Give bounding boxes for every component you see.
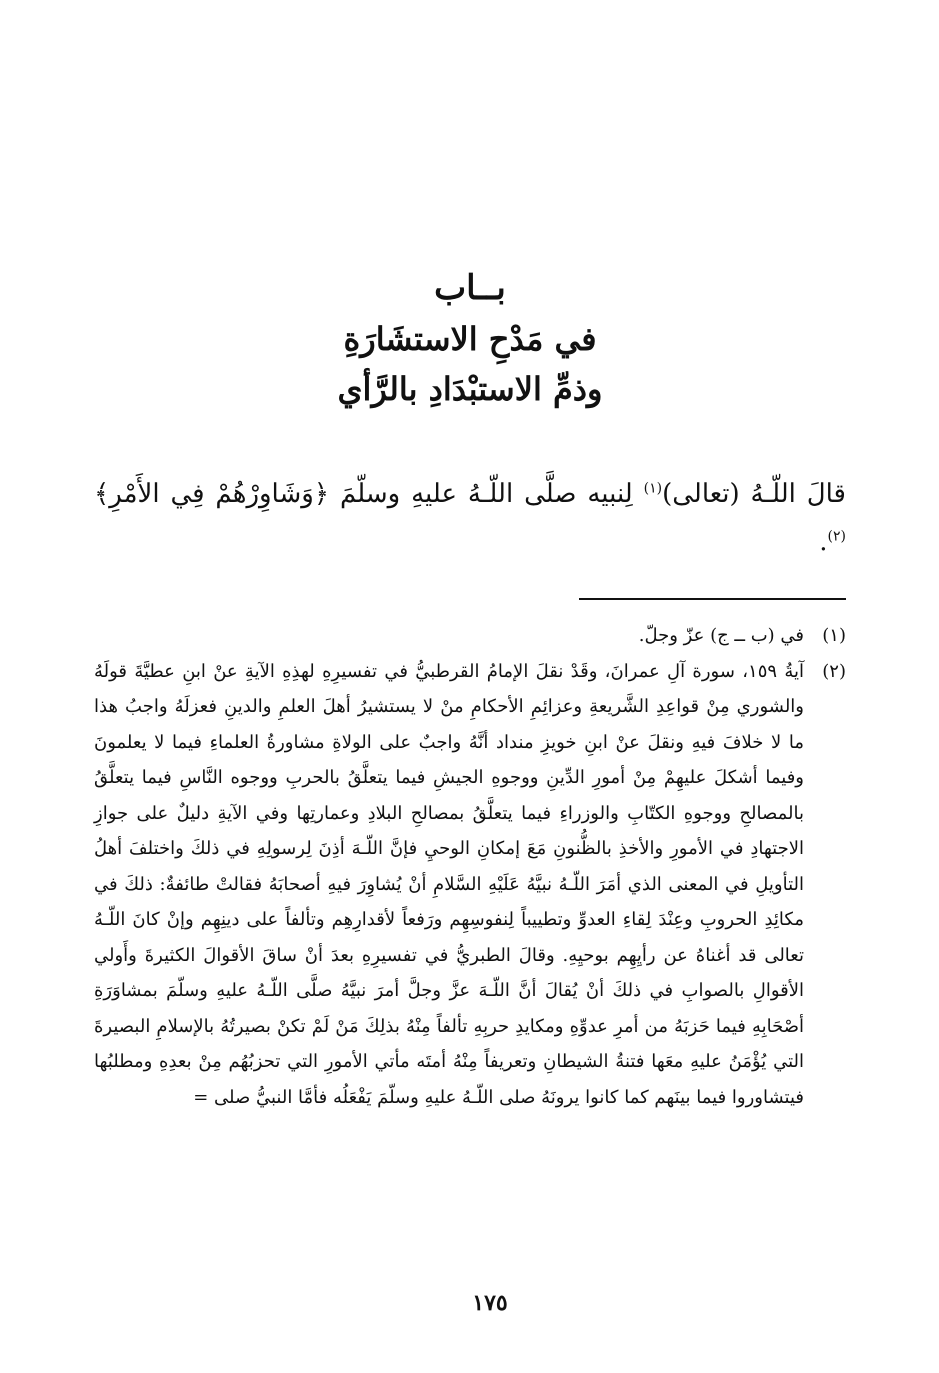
page-number: ١٧٥ <box>472 1290 508 1316</box>
footnotes-section <box>94 618 846 1115</box>
footnote-ref-1: (١) <box>643 480 663 497</box>
footnote-number: (١) <box>822 625 846 646</box>
main-text-opening: قالَ اللّـهُ (تعالى) <box>662 479 846 509</box>
chapter-label: بــاب <box>434 268 506 308</box>
main-text-quote: لِنبيه صلَّى اللّـهُ عليهِ وسلّمَ ﴿وَشَاوِرْهُمْ فِي الأَمْرِ﴾ <box>94 479 644 509</box>
footnote-2 <box>94 654 846 1116</box>
footnote-number: (٢) <box>822 660 846 682</box>
chapter-title-line-1: في مَدْحِ الاستشَارَةِ <box>343 320 597 358</box>
chapter-title-line-2: وذمِّ الاستبْدَادِ بالرَّأي <box>337 370 603 408</box>
footnote-1 <box>94 618 846 654</box>
main-text-end: . <box>819 527 828 557</box>
main-paragraph <box>94 470 846 566</box>
footnote-separator <box>579 598 846 600</box>
footnote-text: في (ب ــ ج) عزّ وجلّ. <box>638 625 804 646</box>
chapter-heading <box>330 262 610 414</box>
footnote-ref-2: (٢) <box>827 528 846 545</box>
footnote-text: آيةُ ١٥٩، سورة آلِ عمرانَ، وقَدْ نقلَ الإمامُ القرطبيُّ في تفسيرِهِ لهذِهِ الآيةِ عنْ ابنِ عطيَّةَ قولَهُ والشوري مِنْ قواعِدِ الشَّريعةِ وعزائِمِ الأحكامِ منْ لا يستشيرُ أهلَ العلمِ والدينِ فعزلَهُ واجبُ هذا ما لا خلافَ فيهِ ونقلَ عنْ ابنِ خويزِ منداد أنَّهُ واجبٌ على الولاةِ مشاورةُ العلماءِ فيما لا يعلمونَ وفيما أشكلَ عليهِمْ مِنْ أمورِ الدِّينِ ووجوهِ الجيشِ فيما يتعلَّقُ بالحربِ ووجوه النَّاسِ فيما يتعلَّقُ بالمصالحِ ووجوهِ الكتّابِ والوزراءِ فيما يتعلَّقُ بمصالحِ البلادِ وعمارتِها وفي الآيةِ دليلٌ على جوازِ الاجتهادِ في الأمورِ والأخذِ بالظُّنونِ مَعَ إمكانِ الوحيِ فإنَّ اللّـهَ أذِنَ لِرسولِهِ في ذلكَ واختلفَ أهلُ التأويلِ في المعنى الذي أمَرَ اللّـهُ نبيَّهُ عَلَيْهِ السَّلامِ أنْ يُشاوِرَ فيهِ أصحابَهُ فقالتْ طائفةٌ: ذلكَ في مكائِدِ الحروبِ وعِنْدَ لِقاءِ العدوِّ وتطييباً لِنفوسِهِم ورَفعاً لأقدارِهِم وتألفاً على دينِهِم وإنْ كانَ اللّـهُ تعالى قد أغناهُ عن رأيِهِم بوحيِهِ. وقالَ الطبريُّ في تفسيرِهِ بعدَ أنْ ساقَ الأقوالَ الكثيرةَ وأَولي الأقوالِ بالصوابِ في ذلكَ أنْ يُقالَ أنَّ اللّـهَ عزَّ وجلَّ أمرَ نبيَّهُ صلَّى اللّـهُ عليهِ وسلّمَ بمشاوَرَةِ أصْحَابِهِ فيما حَزبَهُ من أمرِ عدوِّهِ ومكايدِ حربِهِ تألفاً مِنْهُ بذلِكَ مَنْ لَمْ تكنْ بصيرتُهُ بالإسلامِ البصيرةَ التي يُؤْمَنُ عليهِ معَها فتنةُ الشيطانِ وتعريفاً مِنْهُ أمتَه مأتي الأمورِ التي تحزبُهُم مِنْ بعدِهِ ومطلبُها فيتشاوروا فيما بينَهم كما كانوا يرونَهُ صلى اللّـهُ عليهِ وسلّمَ يَفْعَلُه فأمَّا النبيُّ صلى = <box>94 660 804 1108</box>
